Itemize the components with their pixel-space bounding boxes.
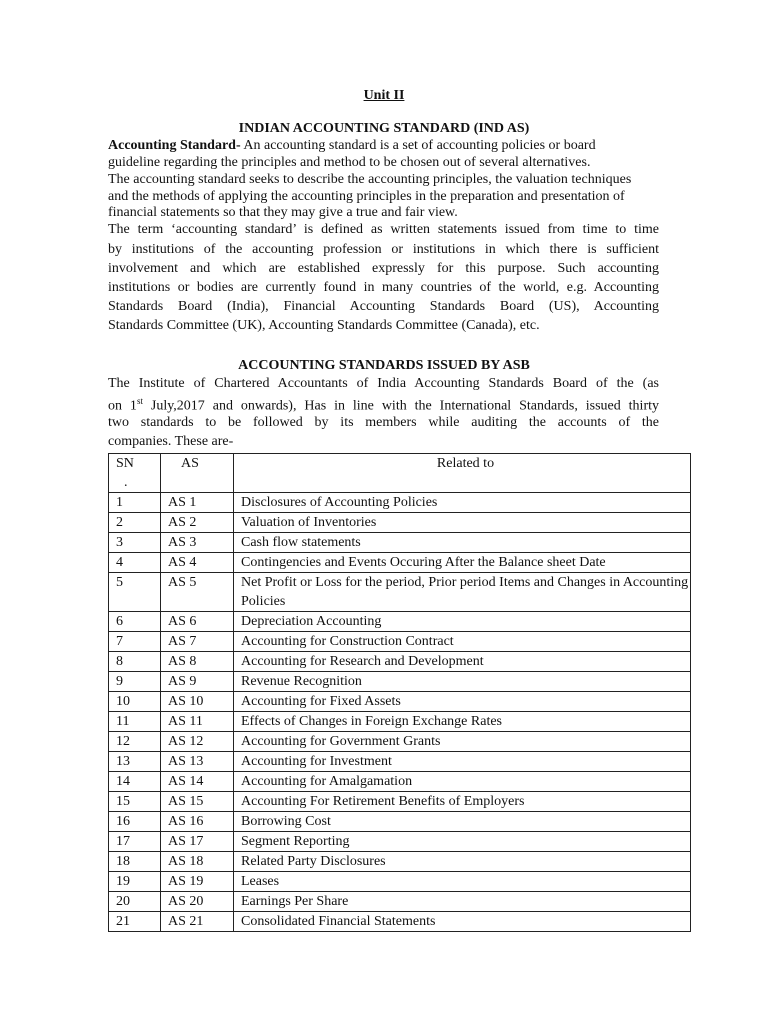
cell-as: AS 3 bbox=[161, 533, 234, 553]
main-heading: INDIAN ACCOUNTING STANDARD (IND AS) bbox=[238, 121, 530, 136]
table-row bbox=[109, 553, 691, 573]
cell-as: AS 4 bbox=[161, 553, 234, 573]
cell-sn: 3 bbox=[109, 533, 161, 553]
cell-as: AS 19 bbox=[161, 872, 234, 892]
table-row bbox=[109, 513, 691, 533]
para-text: An accounting standard is a set of accounting policies or board bbox=[240, 138, 596, 153]
table-row bbox=[109, 792, 691, 812]
para-line: and the methods of applying the accounting principles in the preparation and presentation of bbox=[108, 189, 625, 204]
cell-as: AS 5 bbox=[161, 573, 234, 612]
cell-related: Cash flow statements bbox=[234, 533, 691, 553]
para-line: financial statements so that they may give a true and fair view. bbox=[108, 205, 458, 220]
para-line: The Institute of Chartered Accountants of India Accounting Standards Board of the (as bbox=[108, 376, 659, 391]
unit-title: Unit II bbox=[363, 88, 405, 103]
cell-as: AS 16 bbox=[161, 812, 234, 832]
cell-sn: 16 bbox=[109, 812, 161, 832]
cell-sn: 6 bbox=[109, 612, 161, 632]
cell-related: Revenue Recognition bbox=[234, 672, 691, 692]
cell-sn: 19 bbox=[109, 872, 161, 892]
cell-related: Consolidated Financial Statements bbox=[234, 912, 691, 932]
para-line bbox=[108, 396, 659, 415]
cell-related: Disclosures of Accounting Policies bbox=[234, 493, 691, 513]
cell-related: Segment Reporting bbox=[234, 832, 691, 852]
table-row bbox=[109, 573, 691, 612]
table-row bbox=[109, 772, 691, 792]
superscript: st bbox=[136, 396, 143, 406]
cell-as: AS 12 bbox=[161, 732, 234, 752]
cell-sn: 9 bbox=[109, 672, 161, 692]
para-line: Standards Committee (UK), Accounting Standards Committee (Canada), etc. bbox=[108, 318, 540, 333]
cell-as: AS 14 bbox=[161, 772, 234, 792]
cell-sn: 2 bbox=[109, 513, 161, 533]
header-text: SN bbox=[116, 456, 134, 471]
para-line: involvement and which are established expressly for this purpose. Such accounting bbox=[108, 261, 659, 276]
cell-as: AS 10 bbox=[161, 692, 234, 712]
cell-as: AS 1 bbox=[161, 493, 234, 513]
cell-sn: 21 bbox=[109, 912, 161, 932]
table-row bbox=[109, 652, 691, 672]
cell-sn: 10 bbox=[109, 692, 161, 712]
header-related: Related to bbox=[234, 454, 691, 493]
cell-sn: 13 bbox=[109, 752, 161, 772]
table-row bbox=[109, 852, 691, 872]
cell-sn: 8 bbox=[109, 652, 161, 672]
cell-related: Borrowing Cost bbox=[234, 812, 691, 832]
cell-sn: 17 bbox=[109, 832, 161, 852]
cell-sn: 12 bbox=[109, 732, 161, 752]
cell-as: AS 7 bbox=[161, 632, 234, 652]
cell-related: Valuation of Inventories bbox=[234, 513, 691, 533]
cell-as: AS 6 bbox=[161, 612, 234, 632]
para-line: The term ‘accounting standard’ is defined as written statements issued from time to time bbox=[108, 222, 659, 237]
cell-as: AS 2 bbox=[161, 513, 234, 533]
table-row bbox=[109, 672, 691, 692]
table-row bbox=[109, 612, 691, 632]
cell-as: AS 18 bbox=[161, 852, 234, 872]
para-line: by institutions of the accounting profession or institutions in which there is sufficient bbox=[108, 242, 659, 257]
cell-related: Accounting for Construction Contract bbox=[234, 632, 691, 652]
cell-sn: 5 bbox=[109, 573, 161, 612]
table-row bbox=[109, 832, 691, 852]
cell-related: Related Party Disclosures bbox=[234, 852, 691, 872]
cell-related: Leases bbox=[234, 872, 691, 892]
para-line: The accounting standard seeks to describe the accounting principles, the valuation techniques bbox=[108, 172, 632, 187]
para-line: Standards Board (India), Financial Accounting Standards Board (US), Accounting bbox=[108, 299, 659, 314]
cell-related: Accounting for Government Grants bbox=[234, 732, 691, 752]
cell-sn: 18 bbox=[109, 852, 161, 872]
table-row bbox=[109, 752, 691, 772]
cell-related: Accounting for Investment bbox=[234, 752, 691, 772]
bold-term: Accounting Standard- bbox=[108, 138, 241, 153]
cell-as: AS 13 bbox=[161, 752, 234, 772]
para-line: two standards to be followed by its members while auditing the accounts of the bbox=[108, 415, 659, 430]
cell-sn: 1 bbox=[109, 493, 161, 513]
para-text: July,2017 and onwards), Has in line with the International Standards, issued thirty bbox=[142, 398, 660, 414]
table-row bbox=[109, 533, 691, 553]
table-row bbox=[109, 732, 691, 752]
para-text: on 1 bbox=[108, 398, 137, 414]
table-row bbox=[109, 493, 691, 513]
table-row bbox=[109, 872, 691, 892]
cell-as: AS 17 bbox=[161, 832, 234, 852]
cell-related: Accounting for Fixed Assets bbox=[234, 692, 691, 712]
header-text: . bbox=[124, 475, 128, 490]
cell-related: Effects of Changes in Foreign Exchange Rates bbox=[234, 712, 691, 732]
cell-related: Contingencies and Events Occuring After the Balance sheet Date bbox=[234, 553, 691, 573]
table-row bbox=[109, 892, 691, 912]
cell-as: AS 21 bbox=[161, 912, 234, 932]
para-line: companies. These are- bbox=[108, 434, 234, 449]
cell-as: AS 20 bbox=[161, 892, 234, 912]
section-heading: ACCOUNTING STANDARDS ISSUED BY ASB bbox=[238, 358, 530, 373]
cell-as: AS 9 bbox=[161, 672, 234, 692]
para-line bbox=[108, 138, 596, 154]
cell-as: AS 8 bbox=[161, 652, 234, 672]
cell-related: Net Profit or Loss for the period, Prior period Items and Changes in Accounting Policies bbox=[234, 573, 691, 612]
table-row bbox=[109, 912, 691, 932]
table-header-row bbox=[109, 454, 691, 493]
table-row bbox=[109, 692, 691, 712]
cell-sn: 14 bbox=[109, 772, 161, 792]
para-line: guideline regarding the principles and method to be chosen out of several alternatives. bbox=[108, 155, 591, 170]
cell-related: Accounting For Retirement Benefits of Employers bbox=[234, 792, 691, 812]
cell-sn: 7 bbox=[109, 632, 161, 652]
table-row bbox=[109, 712, 691, 732]
cell-sn: 20 bbox=[109, 892, 161, 912]
header-sn bbox=[109, 454, 161, 493]
cell-as: AS 11 bbox=[161, 712, 234, 732]
accounting-standards-table bbox=[108, 453, 691, 932]
cell-sn: 15 bbox=[109, 792, 161, 812]
table-row bbox=[109, 812, 691, 832]
para-line: institutions or bodies are currently found in many countries of the world, e.g. Accounting bbox=[108, 280, 659, 295]
header-as: AS bbox=[161, 454, 234, 493]
cell-related: Accounting for Research and Development bbox=[234, 652, 691, 672]
cell-as: AS 15 bbox=[161, 792, 234, 812]
cell-sn: 11 bbox=[109, 712, 161, 732]
cell-sn: 4 bbox=[109, 553, 161, 573]
cell-related: Depreciation Accounting bbox=[234, 612, 691, 632]
cell-related: Accounting for Amalgamation bbox=[234, 772, 691, 792]
cell-related: Earnings Per Share bbox=[234, 892, 691, 912]
table-row bbox=[109, 632, 691, 652]
